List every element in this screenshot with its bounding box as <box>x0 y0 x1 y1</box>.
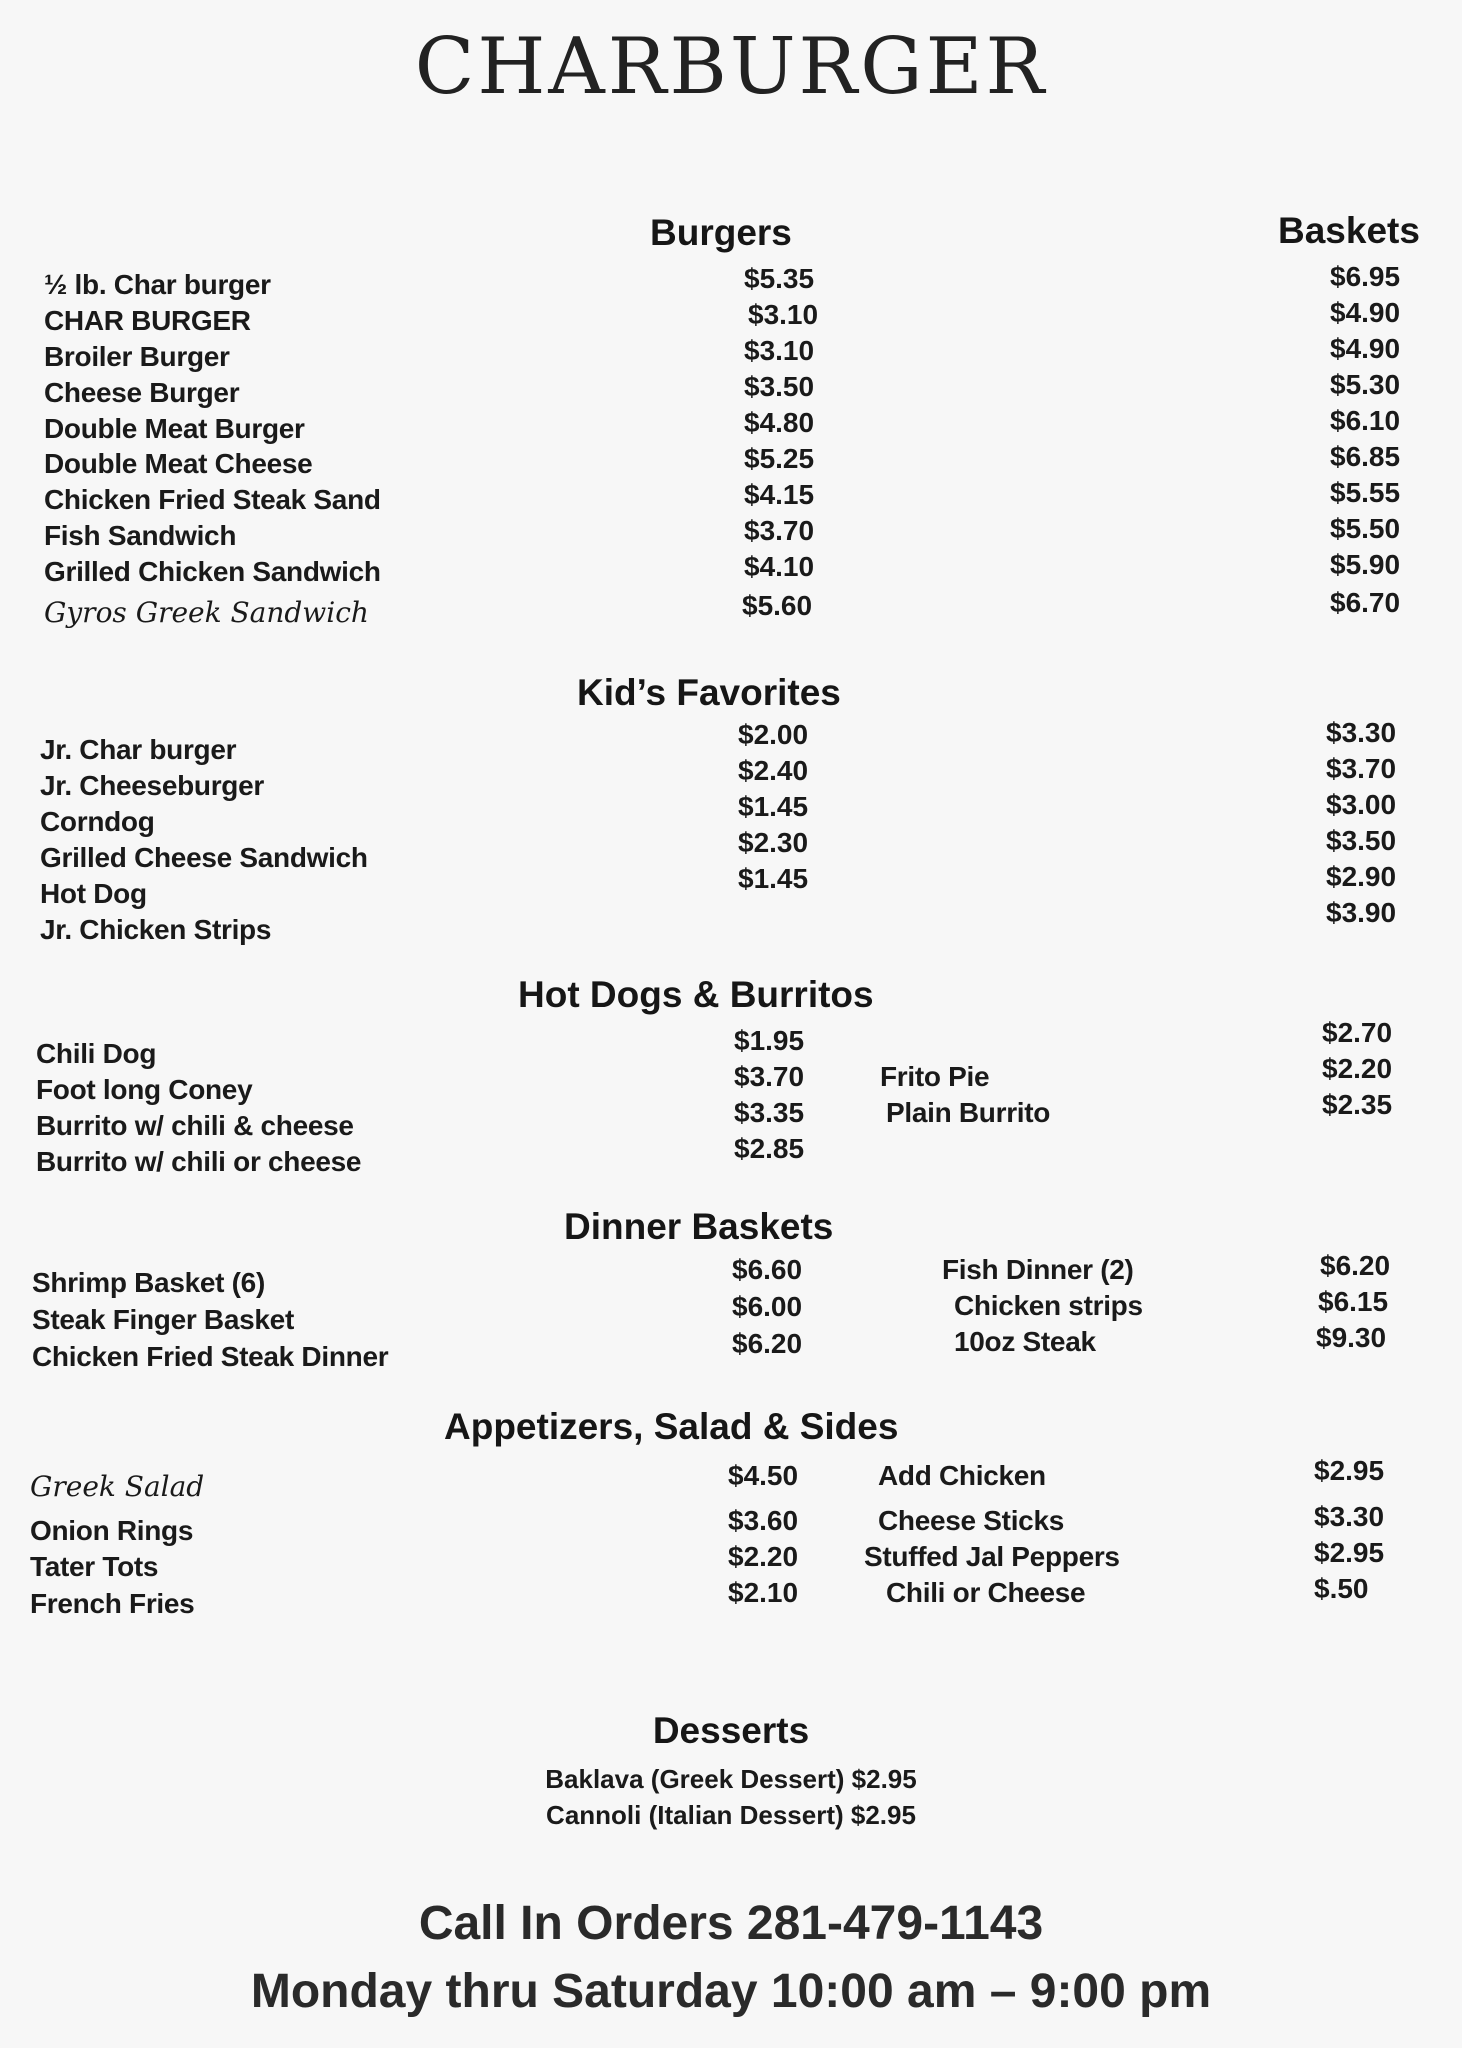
menu-item-name: Chicken Fried Steak Sand <box>44 484 381 515</box>
menu-item-basket-price: $3.90 <box>1326 897 1397 928</box>
menu-item-basket-price: $6.85 <box>1330 441 1401 472</box>
menu-item-basket-price: $6.15 <box>1318 1286 1389 1317</box>
menu-item-price: $4.15 <box>744 479 815 510</box>
menu-item-price: $2.30 <box>738 827 809 858</box>
menu-item-price: $4.50 <box>728 1460 799 1491</box>
menu-item-name: Add Chicken <box>878 1460 1046 1491</box>
menu-item-basket-price: $4.90 <box>1330 333 1401 364</box>
dessert-item: Cannoli (Italian Dessert) $2.95 <box>546 1800 916 1830</box>
menu-item-basket-price: $4.90 <box>1330 297 1401 328</box>
call-in-orders-line: Call In Orders 281-479-1143 <box>418 1897 1044 1950</box>
menu-item-name: Gyros Greek Sandwich <box>44 596 369 629</box>
menu-item-name: Grilled Chicken Sandwich <box>44 556 381 587</box>
section-heading-burgers: Burgers <box>650 212 792 253</box>
menu-item-name: Jr. Char burger <box>40 734 237 765</box>
menu-item-price: $2.40 <box>738 755 809 786</box>
section-heading-desserts: Desserts <box>652 1710 810 1751</box>
menu-item-name: Jr. Cheeseburger <box>40 770 264 801</box>
menu-item-price: $1.95 <box>734 1025 805 1056</box>
menu-item-basket-price: $3.30 <box>1314 1501 1385 1532</box>
menu-item-price: $5.60 <box>742 590 813 621</box>
menu-item-basket-price: $2.20 <box>1322 1053 1393 1084</box>
menu-item-name: Double Meat Burger <box>44 413 305 444</box>
menu-item-name: CHAR BURGER <box>44 305 251 336</box>
menu-item-name: Cheese Sticks <box>878 1505 1064 1536</box>
menu-item-basket-price: $2.95 <box>1314 1455 1385 1486</box>
section-heading-kids: Kid’s Favorites <box>577 672 841 713</box>
menu-item-price: $3.70 <box>744 515 815 546</box>
menu-item-price: $4.10 <box>744 551 815 582</box>
dessert-item: Baklava (Greek Dessert) $2.95 <box>545 1764 917 1794</box>
menu-item-name: Stuffed Jal Peppers <box>864 1541 1120 1572</box>
menu-item-price: $3.70 <box>734 1061 805 1092</box>
menu-item-basket-price: $9.30 <box>1316 1322 1387 1353</box>
menu-item-basket-price: $6.70 <box>1330 587 1401 618</box>
menu-item-basket-price: $2.90 <box>1326 861 1397 892</box>
menu-item-name: Fish Sandwich <box>44 520 237 551</box>
menu-item-price: $2.20 <box>728 1541 799 1572</box>
restaurant-title: CHARBURGER <box>414 22 1048 112</box>
menu-item-name: Onion Rings <box>30 1515 194 1546</box>
menu-item-name: Fish Dinner (2) <box>942 1254 1134 1285</box>
menu-item-basket-price: $6.20 <box>1320 1250 1391 1281</box>
menu-item-price: $6.60 <box>732 1254 803 1285</box>
menu-item-price: $3.50 <box>744 371 815 402</box>
menu-item-price: $6.20 <box>732 1328 803 1359</box>
hours-line: Monday thru Saturday 10:00 am – 9:00 pm <box>250 1965 1212 2018</box>
menu-item-name: Cheese Burger <box>44 377 240 408</box>
menu-item-name: Foot long Coney <box>36 1074 253 1105</box>
menu-item-name: Chili or Cheese <box>886 1577 1086 1608</box>
menu-item-basket-price: $6.10 <box>1330 405 1401 436</box>
menu-item-name: Frito Pie <box>880 1061 990 1092</box>
menu-item-price: $3.35 <box>734 1097 805 1128</box>
menu-item-name: Chicken Fried Steak Dinner <box>32 1341 389 1372</box>
menu-item-name: Hot Dog <box>40 878 147 909</box>
section-heading-dinner: Dinner Baskets <box>564 1206 834 1247</box>
section-heading-hotdogs: Hot Dogs & Burritos <box>518 974 874 1015</box>
menu-item-name: Greek Salad <box>30 1470 205 1503</box>
menu-item-name: Tater Tots <box>30 1551 159 1582</box>
menu-item-basket-price: $5.50 <box>1330 513 1401 544</box>
menu-item-name: Shrimp Basket (6) <box>32 1267 265 1298</box>
menu-item-basket-price: $3.50 <box>1326 825 1397 856</box>
menu-item-name: ½ lb. Char burger <box>44 269 271 300</box>
menu-item-name: Corndog <box>40 806 155 837</box>
section-heading-baskets: Baskets <box>1278 210 1420 251</box>
menu-item-name: Grilled Cheese Sandwich <box>40 842 368 873</box>
menu-item-price: $4.80 <box>744 407 815 438</box>
menu-item-price: $2.85 <box>734 1133 805 1164</box>
menu-item-basket-price: $2.70 <box>1322 1017 1393 1048</box>
menu-item-name: Burrito w/ chili & cheese <box>36 1110 354 1141</box>
menu-item-basket-price: $3.30 <box>1326 717 1397 748</box>
menu-item-name: Jr. Chicken Strips <box>40 914 272 945</box>
menu-item-basket-price: $3.70 <box>1326 753 1397 784</box>
menu-item-basket-price: $.50 <box>1314 1573 1369 1604</box>
menu-item-price: $5.35 <box>744 263 815 294</box>
menu-item-basket-price: $6.95 <box>1330 261 1401 292</box>
menu-item-price: $2.00 <box>738 719 809 750</box>
menu-item-price: $3.10 <box>748 299 819 330</box>
menu-item-name: Plain Burrito <box>886 1097 1051 1128</box>
menu-item-name: Broiler Burger <box>44 341 230 372</box>
menu-item-name: 10oz Steak <box>954 1326 1096 1357</box>
menu-item-price: $1.45 <box>738 791 809 822</box>
menu-item-basket-price: $3.00 <box>1326 789 1397 820</box>
menu-item-name: Burrito w/ chili or cheese <box>36 1146 362 1177</box>
menu-item-name: Steak Finger Basket <box>32 1304 294 1335</box>
menu-item-basket-price: $5.90 <box>1330 549 1401 580</box>
menu-item-basket-price: $2.95 <box>1314 1537 1385 1568</box>
menu-item-price: $6.00 <box>732 1291 803 1322</box>
menu-item-basket-price: $5.30 <box>1330 369 1401 400</box>
menu-item-name: Chili Dog <box>36 1038 157 1069</box>
menu-item-price: $5.25 <box>744 443 815 474</box>
menu-item-basket-price: $5.55 <box>1330 477 1401 508</box>
menu-item-name: Chicken strips <box>954 1290 1143 1321</box>
section-heading-appetizers: Appetizers, Salad & Sides <box>444 1406 899 1447</box>
menu-item-price: $3.60 <box>728 1505 799 1536</box>
menu-item-price: $3.10 <box>744 335 815 366</box>
menu-item-name: Double Meat Cheese <box>44 448 313 479</box>
menu-item-price: $1.45 <box>738 863 809 894</box>
menu-item-name: French Fries <box>30 1588 195 1619</box>
menu-item-basket-price: $2.35 <box>1322 1089 1393 1120</box>
menu-item-price: $2.10 <box>728 1577 799 1608</box>
